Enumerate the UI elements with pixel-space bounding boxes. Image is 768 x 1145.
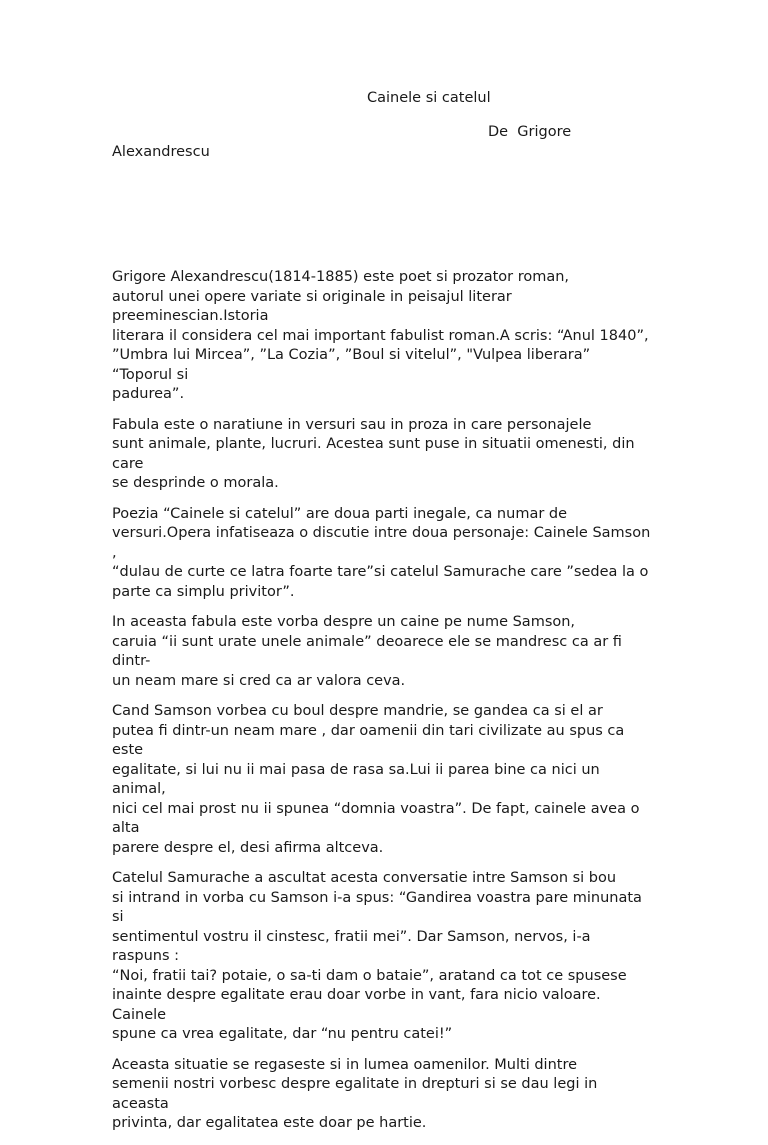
paragraph-fable-definition: Fabula este o naratiune in versuri sau in proza in care personajele sunt animale, plante, lucruri. Acestea sunt puse in situatii omenesti, din care se desprinde o morala. bbox=[112, 416, 635, 491]
paragraph-samurache: Catelul Samurache a ascultat acesta conversatie intre Samson si bou si intrand in vorba cu Samson i-a spus: “Gandirea voastra pare minunata si sentimentul vostru il cinstesc, fratii mei”. Dar Samson, nervos, i-a raspuns : “Noi, fratii tai? potaie, o sa-ti dam o bataie”, aratand ca tot ce spusese inainte despre egalitate erau doar vorbe in vant, fara nicio valoare. Cainele spune ca vrea egalitate, dar “nu pentru catei!” bbox=[112, 870, 642, 1042]
paragraph-pride: Cand Samson vorbea cu boul despre mandrie, se gandea ca si el ar putea fi dintr-un neam mare , dar oamenii din tari civilizate au spus ca este egalitate, si lui nu ii mai pasa de rasa sa.Lui ii parea bine ca nici un animal, nici cel mai prost nu ii spunea “domnia voastra”. De fapt, cainele avea o alta parere despre el, desi afirma altceva. bbox=[112, 703, 640, 856]
author-byline: De Grigore bbox=[488, 124, 572, 140]
document-body bbox=[112, 268, 652, 1145]
paragraph-intro: Grigore Alexandrescu(1814-1885) este poet si prozator roman, autorul unei opere variate si originale in peisajul literar preeminescian.Istoria literara il considera cel mai important fabulist roman.A scris: “Anul 1840”, ”Umbra lui Mircea”, ”La Cozia”, ”Boul si vitelul”, "Vulpea liberara” “Toporul si padurea”. bbox=[112, 269, 649, 402]
paragraph-conclusion: Aceasta situatie se regaseste si in lumea oamenilor. Multi dintre semenii nostri vorbesc despre egalitate in drepturi si se dau legi in aceasta privinta, dar egalitatea este doar pe hartie. bbox=[112, 1056, 598, 1131]
document-title: Cainele si catelul bbox=[367, 90, 491, 106]
paragraph-samson: In aceasta fabula este vorba despre un caine pe nume Samson, caruia “ii sunt urate unele animale” deoarece ele se mandresc ca ar fi dintr- un neam mare si cred ca ar valora ceva. bbox=[112, 614, 622, 689]
paragraph-poem-structure: Poezia “Cainele si catelul” are doua parti inegale, ca numar de versuri.Opera infatiseaza o discutie intre doua personaje: Cainele Samson , “dulau de curte ce latra foarte tare”si catelul Samurache care ”sedea la o parte ca simplu privitor”. bbox=[112, 505, 651, 600]
author-name: Alexandrescu bbox=[112, 144, 210, 160]
